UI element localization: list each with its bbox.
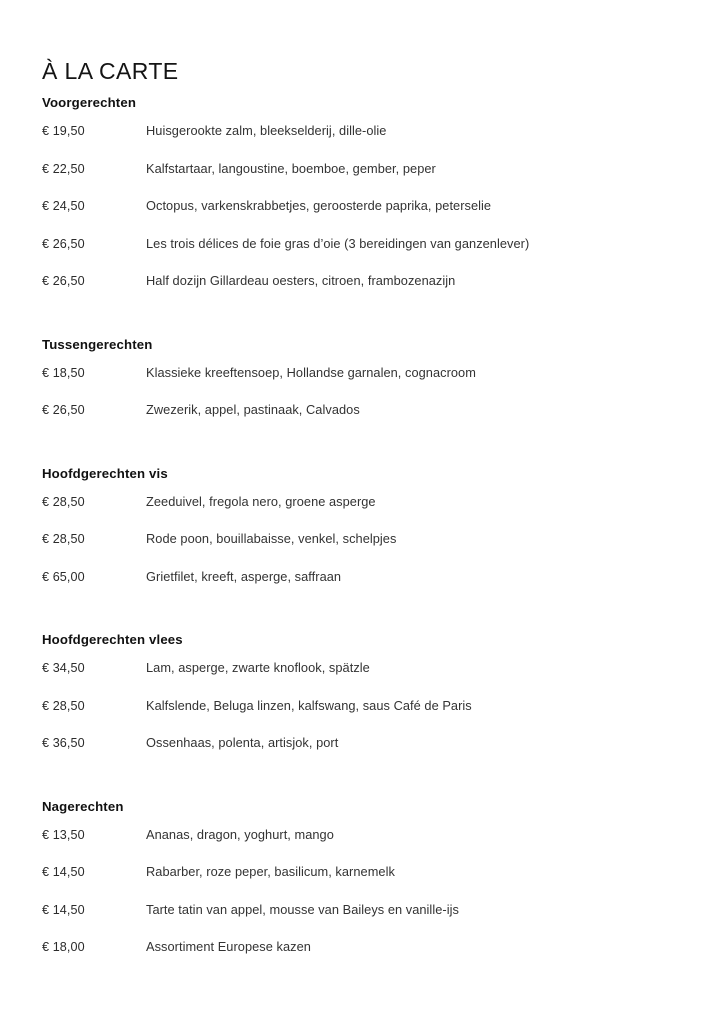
menu-item-price: € 34,50 [42, 661, 85, 675]
menu-item-description: Huisgerookte zalm, bleekselderij, dille-olie [146, 123, 387, 138]
menu-item-description: Octopus, varkenskrabbetjes, geroosterde paprika, peterselie [146, 198, 492, 213]
menu-item-row [0, 161, 724, 199]
menu-item-price: € 36,50 [42, 736, 85, 750]
menu-item-description: Grietfilet, kreeft, asperge, saffraan [146, 568, 342, 584]
menu-section [0, 330, 724, 440]
menu-item-price: € 14,50 [42, 865, 85, 879]
menu-item-description: Les trois délices de foie gras d’oie (3 bereidingen van ganzenlever) [146, 235, 530, 251]
menu-section [0, 88, 724, 311]
menu-item-row [0, 531, 724, 569]
menu-item-price: € 28,50 [42, 698, 85, 713]
menu-item-row [0, 660, 724, 698]
menu-item-description: Klassieke kreeftensoep, Hollandse garnalen, cognacroom [146, 364, 476, 380]
menu-item-list [0, 365, 724, 440]
menu-item-price: € 18,00 [42, 940, 85, 954]
menu-item-description: Ossenhaas, polenta, artisjok, port [146, 735, 339, 750]
menu-item-list [0, 494, 724, 607]
menu-item-description: Tarte tatin van appel, mousse van Baileys en vanille-ijs [146, 901, 459, 917]
menu-item-row [0, 569, 724, 607]
menu-item-row [0, 864, 724, 902]
menu-item-list [0, 660, 724, 773]
menu-item-description: Half dozijn Gillardeau oesters, citroen, frambozenazijn [146, 273, 456, 288]
menu-item-price: € 28,50 [42, 532, 85, 546]
section-heading: Voorgerechten [42, 95, 137, 110]
menu-item-row [0, 198, 724, 236]
menu-item-row [0, 698, 724, 736]
menu-item-price: € 22,50 [42, 161, 85, 176]
menu-item-price: € 18,50 [42, 365, 85, 380]
menu-item-description: Kalfstartaar, langoustine, boemboe, gember, peper [146, 160, 436, 176]
menu-item-row [0, 735, 724, 773]
menu-item-description: Lam, asperge, zwarte knoflook, spätzle [146, 660, 370, 675]
menu-item-description: Kalfslende, Beluga linzen, kalfswang, saus Café de Paris [146, 697, 472, 713]
menu-item-list [0, 123, 724, 311]
menu-item-row [0, 494, 724, 532]
menu-item-row [0, 902, 724, 940]
menu-item-row [0, 365, 724, 403]
menu-item-price: € 14,50 [42, 902, 85, 917]
menu-item-description: Zwezerik, appel, pastinaak, Calvados [146, 402, 360, 417]
menu-item-price: € 24,50 [42, 199, 85, 213]
section-heading: Nagerechten [42, 798, 124, 814]
menu-item-price: € 19,50 [42, 124, 85, 138]
menu-item-description: Rode poon, bouillabaisse, venkel, schelpjes [146, 531, 397, 546]
menu-item-price: € 28,50 [42, 494, 85, 509]
menu-item-row [0, 939, 724, 977]
menu-item-description: Assortiment Europese kazen [146, 939, 311, 954]
menu-item-row [0, 236, 724, 274]
page-title: À LA CARTE [42, 58, 179, 85]
section-heading: Tussengerechten [42, 336, 153, 352]
menu-item-price: € 26,50 [42, 274, 85, 288]
section-heading: Hoofdgerechten vlees [42, 632, 183, 647]
menu-item-list [0, 827, 724, 977]
menu-section [0, 792, 724, 977]
menu-item-description: Zeeduivel, fregola nero, groene asperge [146, 493, 376, 509]
menu-item-price: € 26,50 [42, 236, 85, 251]
menu-item-row [0, 827, 724, 865]
menu-sections [0, 88, 724, 977]
menu-item-row [0, 273, 724, 311]
menu-item-row [0, 402, 724, 440]
menu-item-price: € 65,00 [42, 569, 85, 584]
menu-item-row [0, 123, 724, 161]
section-heading: Hoofdgerechten vis [42, 465, 168, 481]
menu-item-price: € 13,50 [42, 827, 85, 842]
menu-section [0, 625, 724, 773]
menu-item-description: Rabarber, roze peper, basilicum, karnemelk [146, 864, 395, 879]
menu-item-price: € 26,50 [42, 403, 85, 417]
menu-section [0, 459, 724, 607]
menu-item-description: Ananas, dragon, yoghurt, mango [146, 826, 334, 842]
